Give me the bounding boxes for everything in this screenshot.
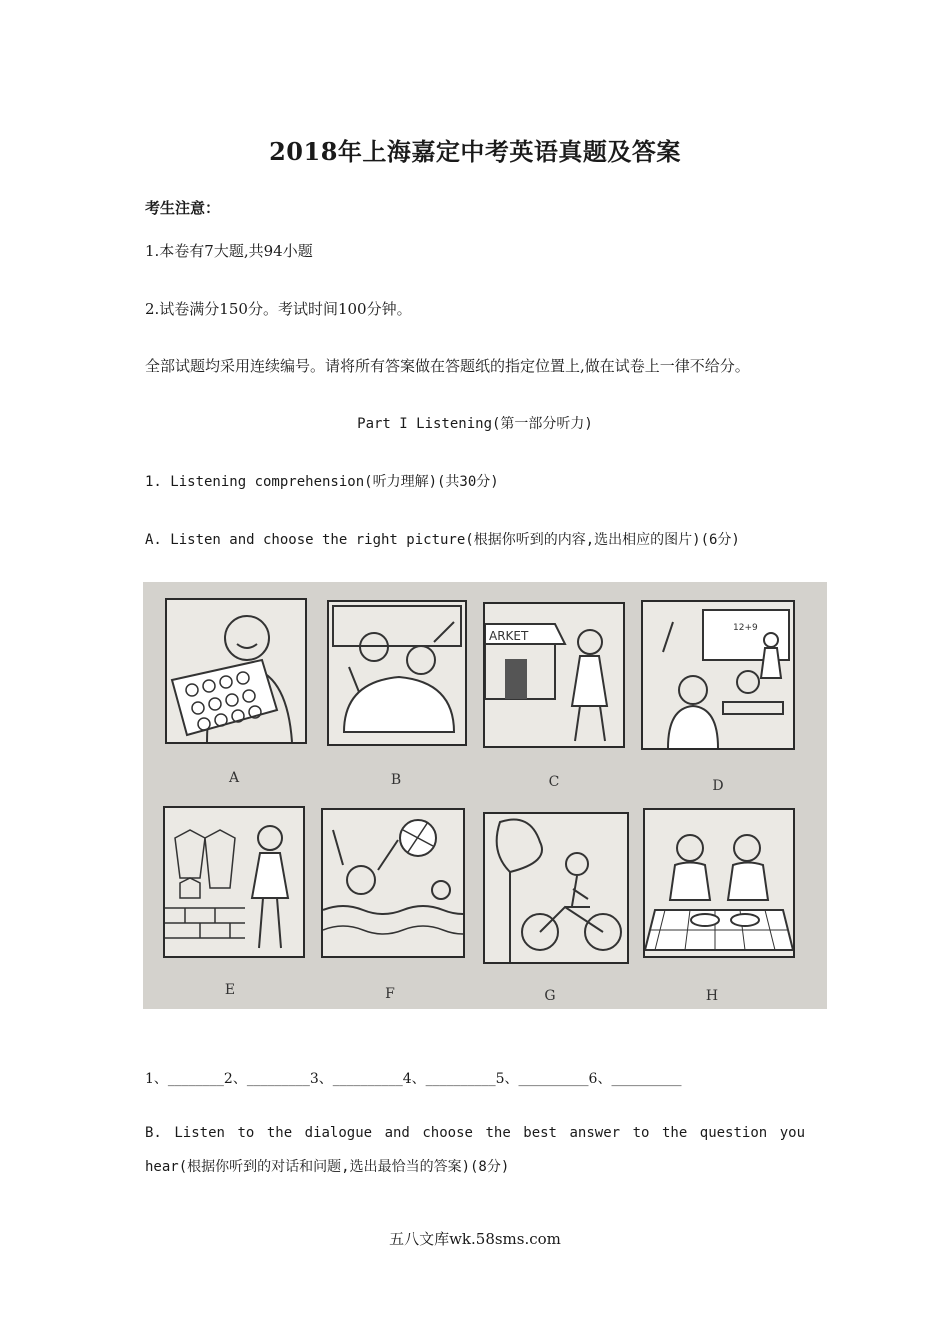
notice-heading: 考生注意：	[145, 199, 221, 217]
baker-with-cookie-tray-icon	[167, 600, 305, 742]
picture-label-e: E	[224, 982, 236, 998]
picture-c	[483, 602, 625, 748]
sectionB-line-2: hear(根据你听到的对话和问题,选出最恰当的答案)(8分)	[145, 1159, 510, 1175]
picture-label-g: G	[544, 988, 556, 1004]
footer-watermark: 五八文库wk.58sms.com	[389, 1230, 561, 1248]
picnic-icon	[645, 810, 793, 956]
girl-with-ball-in-pool-icon	[323, 810, 463, 956]
classroom-icon	[643, 602, 793, 748]
girl-shopping-clothes-icon	[165, 808, 303, 956]
picture-label-h: H	[705, 988, 719, 1004]
notice-item-1: 1.本卷有7大题,共94小题	[145, 242, 313, 260]
picture-b	[327, 600, 467, 746]
svg-text:12+9: 12+9	[733, 623, 758, 633]
picture-label-b: B	[390, 772, 402, 788]
picture-label-c: C	[548, 774, 560, 790]
picture-d	[641, 600, 795, 750]
kids-on-ride-icon	[329, 602, 465, 744]
section1-heading: 1. Listening comprehension(听力理解)(共30分)	[145, 474, 499, 490]
sectionA-heading: A. Listen and choose the right picture(根据你听到的内容,选出相应的图片)(6分)	[145, 532, 740, 548]
boy-riding-bike-icon	[485, 814, 627, 962]
svg-text:ARKET: ARKET	[489, 629, 529, 643]
notice-item-3: 全部试题均采用连续编号。请将所有答案做在答题纸的指定位置上,做在试卷上一律不给分。	[145, 357, 750, 375]
sectionB-line-1: B. Listen to the dialogue and choose the best answer to the question you	[145, 1125, 805, 1141]
picture-e	[163, 806, 305, 958]
page-title: 2018年上海嘉定中考英语真题及答案	[269, 137, 681, 166]
part1-heading: Part I Listening(第一部分听力)	[357, 416, 593, 432]
picture-label-f: F	[385, 986, 395, 1002]
girl-near-market-icon	[485, 604, 623, 746]
picture-g	[483, 812, 629, 964]
notice-item-2: 2.试卷满分150分。考试时间100分钟。	[145, 300, 412, 318]
picture-label-a: A	[228, 770, 240, 786]
picture-h	[643, 808, 795, 958]
answer-blanks-line: 1、________2、_________3、__________4、__________5、__________6、__________	[145, 1071, 682, 1087]
picture-a	[165, 598, 307, 744]
pictures-photo	[143, 582, 827, 1009]
picture-label-d: D	[712, 778, 724, 794]
picture-f	[321, 808, 465, 958]
